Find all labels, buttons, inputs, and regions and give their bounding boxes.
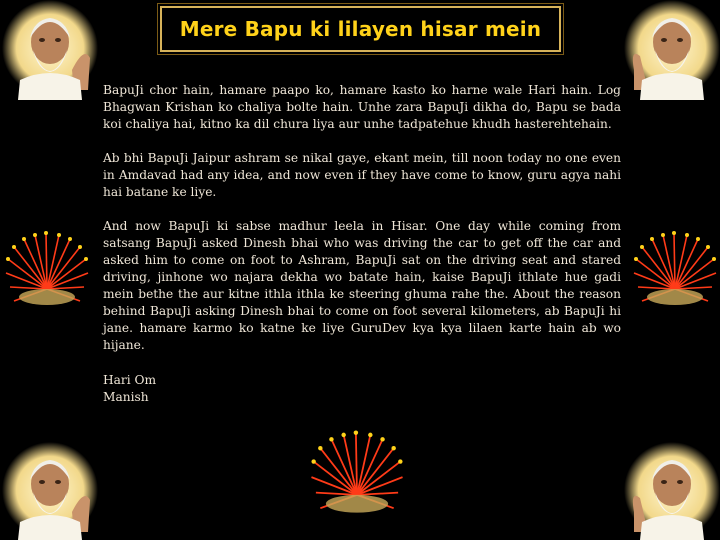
main-content [103, 82, 621, 406]
portrait-image-top-left [0, 0, 100, 100]
firework-decoration-left [2, 227, 92, 317]
paragraph-1: BapuJi chor hain, hamare paapo ko, hamare kasto ko harne wale Hari hain. Log Bhagwan Krishan ko chaliya bolte hain. Unhe zara BapuJi dikha do, Bapu se bada koi chaliya hai, kitno ka dil chura liya aur unhe tadpatehue khudh hasterehtehain. [103, 83, 621, 131]
paragraph-3: And now BapuJi ki sabse madhur leela in Hisar. One day while coming from satsang BapuJi asked Dinesh bhai who was driving the car to get off the car and asked him to come on foot to Ashram, BapuJi sat on the driving seat and stared driving, jinhone wo najara dekha wo batate hain, kaise BapuJi ithlate hue gadi mein bethe the aur kitne ithla ithla ke steering ghuma rahe the. About the reason behind BapuJi asking Dinesh bhai to come on foot several kilometers, ab BapuJi hi jane. hamare karmo ko katne ke liye GuruDev kya kya lilaen karte hain ab wo hijane. [103, 219, 621, 352]
firework-decoration-center [307, 424, 407, 528]
signature-line-2: Manish [103, 390, 149, 404]
title-box [160, 6, 561, 52]
paragraph-2: Ab bhi BapuJi Jaipur ashram se nikal gaye, ekant mein, till noon today no one even in Amdavad had any idea, and now even if they have come to know, guru agya nahi hai batane ke liye. [103, 151, 621, 199]
portrait-image-top-right [622, 0, 720, 100]
portrait-image-bottom-left [0, 440, 100, 540]
signature-line-1: Hari Om [103, 373, 157, 387]
firework-decoration-right [630, 227, 720, 317]
signature-block [103, 372, 621, 406]
page-title: Mere Bapu ki lilayen hisar mein [179, 17, 542, 41]
portrait-image-bottom-right [622, 440, 720, 540]
